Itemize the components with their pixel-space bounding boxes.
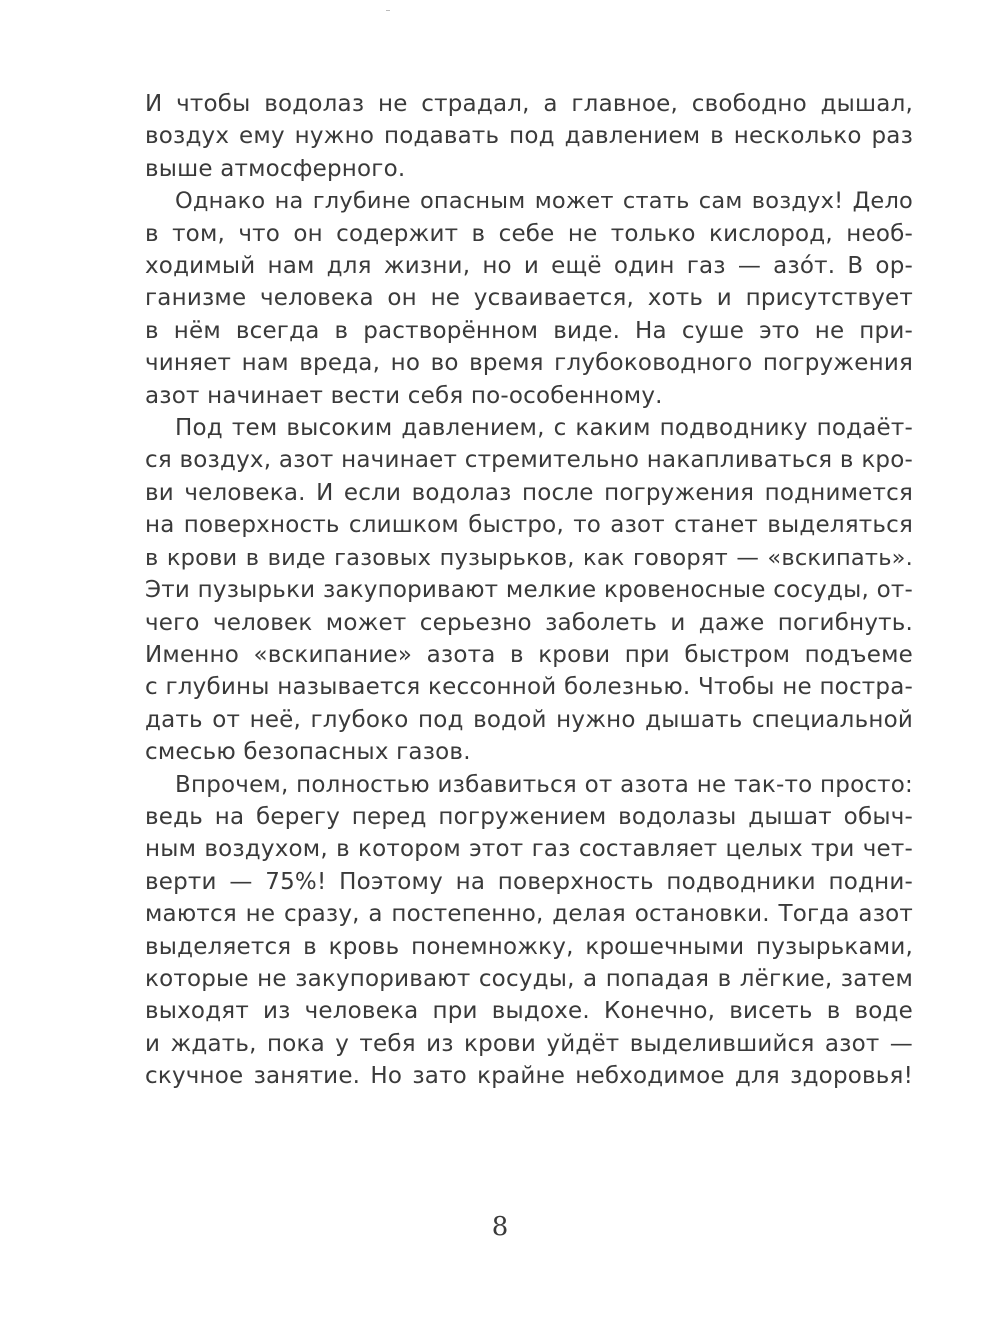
print-mark: [386, 10, 390, 11]
text-line: ведь на берегу перед погружением водолазы дышат обыч-: [145, 803, 913, 830]
text-line: скучное занятие. Но зато крайне небходимое для здоровья!: [145, 1063, 913, 1090]
body-text: [145, 88, 913, 1093]
text-line: с глубины называется кессонной болезнью. Чтобы не постра-: [145, 674, 913, 701]
text-line: в нём всегда в растворённом виде. На суше это не при-: [145, 317, 913, 344]
text-line: в том, что он содержит в себе не только кислород, необ-: [145, 220, 913, 247]
text-line: чего человек может серьезно заболеть и даже погибнуть.: [145, 609, 913, 636]
page-number: 8: [491, 1212, 509, 1242]
text-line: ганизме человека он не усваивается, хоть и присутствует: [145, 285, 913, 312]
text-line: ви человека. И если водолаз после погружения поднимется: [145, 479, 913, 506]
text-line: Однако на глубине опасным может стать сам воздух! Дело: [175, 188, 913, 215]
text-line: в крови в виде газовых пузырьков, как говорят — «вскипать».: [145, 544, 913, 571]
text-line: верти — 75%! Поэтому на поверхность подводники подни-: [145, 868, 913, 895]
text-line: выделяется в кровь понемножку, крошечными пузырьками,: [145, 933, 913, 960]
paragraph-4: [145, 769, 913, 1093]
text-line: Именно «вскипание» азота в крови при быстром подъеме: [145, 641, 913, 668]
paragraph-2: [145, 185, 913, 412]
text-line: дать от неё, глубоко под водой нужно дышать специальной: [145, 706, 913, 733]
text-line: Под тем высоким давлением, с каким подводнику подаёт-: [175, 415, 913, 442]
text-line: ным воздухом, в котором этот газ составляет целых три чет-: [145, 836, 913, 863]
text-line: ходимый нам для жизни, но и ещё один газ — азóт. В ор-: [145, 253, 913, 280]
text-line: которые не закупоривают сосуды, а попадая в лёгкие, затем: [145, 965, 913, 992]
text-line: выше атмосферного.: [145, 155, 406, 182]
paragraph-1: [145, 88, 913, 185]
text-line: ся воздух, азот начинает стремительно накапливаться в кро-: [145, 447, 913, 474]
text-line: Эти пузырьки закупоривают мелкие кровеносные сосуды, от-: [145, 577, 913, 604]
text-line: смесью безопасных газов.: [145, 739, 471, 766]
text-line: чиняет нам вреда, но во время глубоководного погружения: [145, 350, 913, 377]
text-line: маются не сразу, а постепенно, делая остановки. Тогда азот: [145, 901, 913, 928]
text-line: и ждать, пока у тебя из крови уйдёт выделившийся азот —: [145, 1030, 913, 1057]
text-line: на поверхность слишком быстро, то азот станет выделяться: [145, 512, 913, 539]
text-line: Впрочем, полностью избавиться от азота не так-то просто:: [175, 771, 913, 798]
text-line: воздух ему нужно подавать под давлением в несколько раз: [145, 123, 913, 150]
text-line: И чтобы водолаз не страдал, а главное, свободно дышал,: [145, 91, 913, 117]
paragraph-3: [145, 412, 913, 768]
text-line: выходят из человека при выдохе. Конечно, висеть в воде: [145, 998, 913, 1025]
text-line: азот начинает вести себя по-особенному.: [145, 382, 663, 409]
